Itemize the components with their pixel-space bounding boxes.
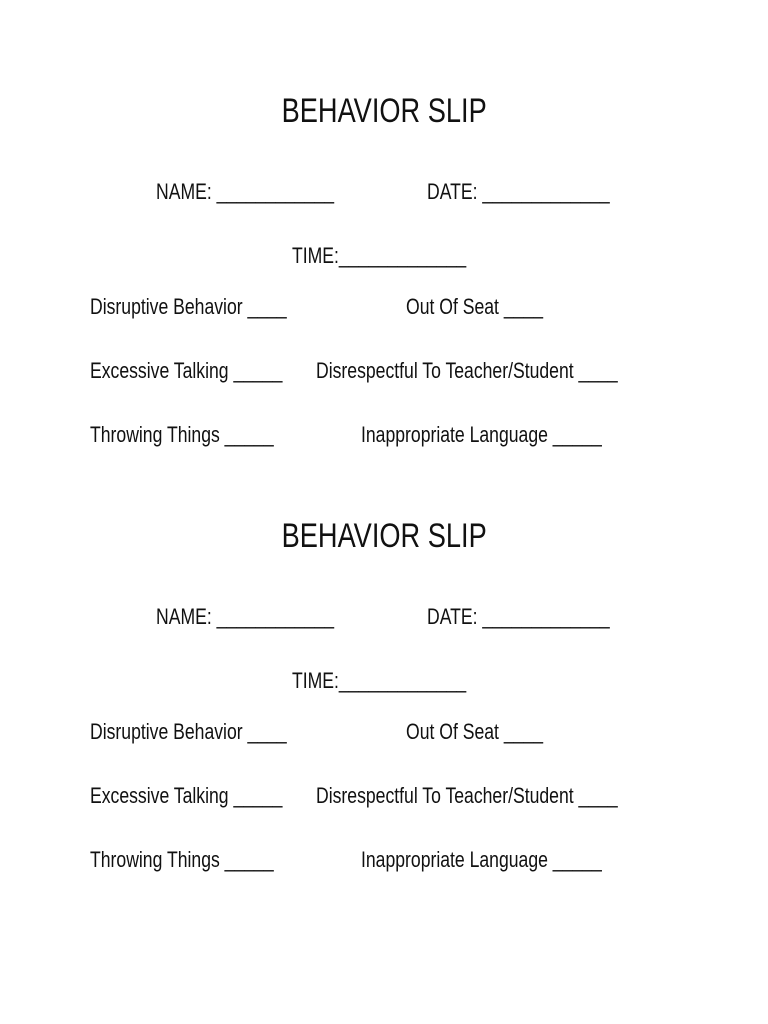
behavior-inappropriate-language: Inappropriate Language _____ (361, 847, 602, 872)
behavior-disruptive: Disruptive Behavior ____ (90, 719, 287, 744)
behavior-out-of-seat: Out Of Seat ____ (406, 719, 543, 744)
behavior-out-of-seat: Out Of Seat ____ (406, 294, 543, 319)
time-field: TIME:_____________ (292, 243, 467, 268)
behavior-disrespectful: Disrespectful To Teacher/Student ____ (316, 783, 618, 808)
behavior-throwing-things: Throwing Things _____ (90, 847, 274, 872)
behavior-inappropriate-language: Inappropriate Language _____ (361, 422, 602, 447)
behavior-disruptive: Disruptive Behavior ____ (90, 294, 287, 319)
behavior-slip-1 (0, 0, 768, 447)
slip-title: BEHAVIOR SLIP (281, 517, 487, 555)
date-field: DATE: _____________ (427, 604, 610, 629)
behavior-excessive-talking: Excessive Talking _____ (90, 783, 283, 808)
behavior-slip-2 (0, 422, 768, 872)
name-field: NAME: ____________ (156, 179, 335, 204)
slip-title: BEHAVIOR SLIP (281, 92, 487, 130)
time-field: TIME:_____________ (292, 668, 467, 693)
name-field: NAME: ____________ (156, 604, 335, 629)
behavior-throwing-things: Throwing Things _____ (90, 422, 274, 447)
date-field: DATE: _____________ (427, 179, 610, 204)
behavior-excessive-talking: Excessive Talking _____ (90, 358, 283, 383)
behavior-disrespectful: Disrespectful To Teacher/Student ____ (316, 358, 618, 383)
